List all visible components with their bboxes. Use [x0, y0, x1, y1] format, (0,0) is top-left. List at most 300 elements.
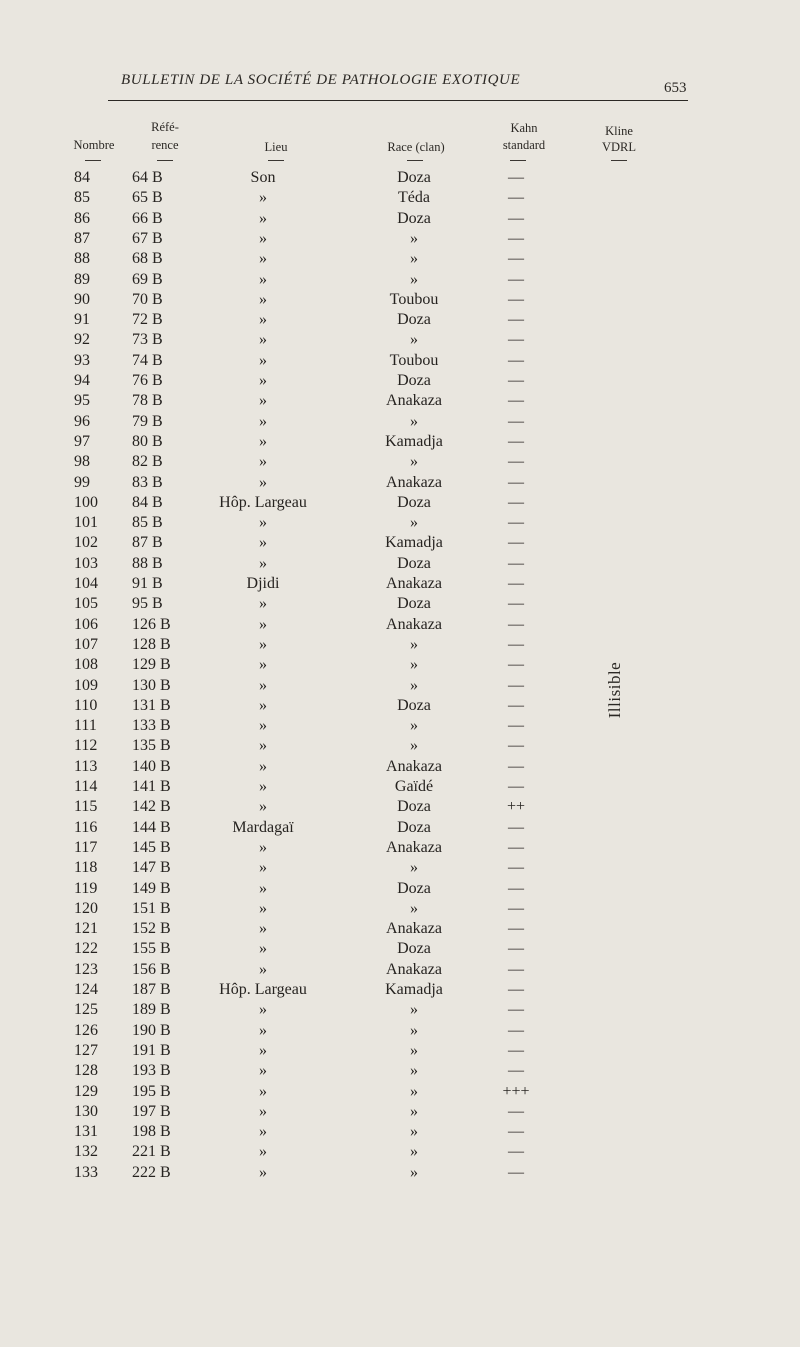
table-row	[0, 1082, 800, 1102]
kline-illisible-label: Illisible	[605, 661, 624, 719]
cell-race: »	[410, 635, 418, 653]
table-row	[0, 594, 800, 614]
cell-reference: 140 B	[132, 757, 171, 775]
cell-race: »	[410, 1143, 418, 1161]
cell-reference: 128 B	[132, 635, 171, 653]
table-row	[0, 757, 800, 777]
cell-lieu: »	[259, 940, 267, 958]
cell-kahn: —	[508, 1062, 524, 1080]
cell-kahn: —	[508, 1163, 524, 1181]
cell-reference: 73 B	[132, 331, 163, 349]
table-row	[0, 493, 800, 513]
cell-kahn: —	[508, 473, 524, 491]
cell-nombre: 104	[74, 575, 98, 592]
cell-reference: 141 B	[132, 778, 171, 795]
cell-race: Anakaza	[386, 838, 442, 856]
cell-reference: 91 B	[132, 575, 163, 592]
table-row	[0, 270, 800, 290]
cell-reference: 190 B	[132, 1021, 171, 1039]
cell-nombre: 105	[74, 595, 98, 613]
cell-reference: 64 B	[132, 169, 163, 186]
cell-nombre: 97	[74, 432, 90, 450]
cell-lieu: »	[259, 392, 267, 410]
cell-kahn: —	[508, 331, 524, 349]
table-row	[0, 391, 800, 411]
table-row	[0, 1041, 800, 1061]
table-row	[0, 473, 800, 493]
cell-nombre: 90	[74, 290, 90, 308]
cell-lieu: »	[259, 270, 267, 288]
cell-kahn: —	[508, 372, 524, 389]
cell-race: Kamadja	[385, 432, 443, 450]
table-row	[0, 838, 800, 858]
cell-kahn: —	[508, 656, 524, 674]
column-header-reference-line2: rence	[151, 138, 179, 152]
cell-nombre: 96	[74, 412, 90, 430]
cell-race: »	[410, 1021, 418, 1039]
table-row	[0, 1163, 800, 1183]
page-number: 653	[664, 80, 687, 96]
table-row	[0, 290, 800, 310]
column-header-kahn-line2: standard	[502, 138, 546, 152]
cell-lieu: »	[259, 209, 267, 227]
cell-race: Anakaza	[386, 473, 442, 491]
cell-reference: 222 B	[132, 1163, 171, 1181]
cell-race: Anakaza	[386, 575, 442, 592]
header-dash-reference	[157, 160, 173, 161]
cell-kahn: —	[508, 696, 524, 714]
cell-lieu: »	[259, 778, 267, 795]
cell-kahn: —	[508, 635, 524, 653]
cell-lieu: »	[259, 717, 267, 735]
cell-reference: 155 B	[132, 940, 171, 958]
column-header-nombre: Nombre	[73, 138, 115, 152]
column-header-lieu: Lieu	[264, 140, 288, 154]
cell-kahn: —	[508, 1123, 524, 1141]
cell-lieu: »	[259, 1163, 267, 1181]
cell-kahn: —	[508, 981, 524, 998]
cell-nombre: 100	[74, 493, 98, 511]
table-row	[0, 777, 800, 797]
cell-nombre: 88	[74, 250, 90, 268]
cell-race: Anakaza	[386, 615, 442, 633]
cell-nombre: 130	[74, 1102, 98, 1120]
cell-nombre: 117	[74, 838, 98, 856]
cell-race: Doza	[397, 372, 431, 389]
cell-reference: 221 B	[132, 1143, 171, 1161]
header-dash-kahn	[510, 160, 526, 161]
table-row	[0, 1061, 800, 1081]
cell-nombre: 118	[74, 859, 98, 877]
table-row	[0, 574, 800, 594]
table-row	[0, 676, 800, 696]
cell-kahn: —	[508, 717, 524, 735]
table-row	[0, 209, 800, 229]
cell-race: »	[410, 1082, 418, 1100]
cell-reference: 197 B	[132, 1102, 171, 1120]
cell-nombre: 113	[74, 757, 98, 775]
cell-lieu: »	[259, 311, 267, 329]
cell-race: »	[410, 859, 418, 877]
cell-lieu: »	[259, 1041, 267, 1059]
cell-kahn: —	[508, 351, 524, 369]
table-row	[0, 452, 800, 472]
cell-nombre: 119	[74, 879, 98, 897]
cell-reference: 95 B	[132, 595, 163, 613]
column-header-kline-line1: Kline	[605, 124, 633, 138]
cell-nombre: 126	[74, 1021, 98, 1039]
cell-nombre: 106	[74, 615, 98, 633]
cell-lieu: »	[259, 412, 267, 430]
cell-kahn: —	[508, 778, 524, 795]
cell-nombre: 102	[74, 534, 98, 552]
cell-race: »	[410, 412, 418, 430]
cell-lieu: Djidi	[246, 575, 280, 592]
cell-reference: 187 B	[132, 981, 171, 998]
cell-nombre: 92	[74, 331, 90, 349]
cell-nombre: 121	[74, 920, 98, 938]
cell-nombre: 91	[74, 311, 90, 329]
cell-reference: 151 B	[132, 899, 171, 917]
cell-nombre: 128	[74, 1062, 98, 1080]
cell-kahn: —	[508, 229, 524, 247]
cell-race: Doza	[397, 940, 431, 958]
cell-race: Doza	[397, 554, 431, 572]
cell-lieu: »	[259, 757, 267, 775]
table-row	[0, 554, 800, 574]
cell-race: »	[410, 1062, 418, 1080]
cell-kahn: —	[508, 169, 524, 186]
column-header-race: Race (clan)	[387, 140, 445, 154]
cell-kahn: —	[508, 1143, 524, 1161]
cell-lieu: »	[259, 1001, 267, 1019]
cell-race: Kamadja	[385, 981, 443, 998]
table-row	[0, 1021, 800, 1041]
cell-nombre: 93	[74, 351, 90, 369]
header-dash-nombre	[85, 160, 101, 161]
cell-nombre: 98	[74, 453, 90, 471]
cell-kahn: —	[508, 493, 524, 511]
cell-nombre: 132	[74, 1143, 98, 1161]
table-row	[0, 818, 800, 838]
cell-lieu: »	[259, 1123, 267, 1141]
cell-lieu: Son	[250, 169, 276, 186]
cell-nombre: 131	[74, 1123, 98, 1141]
cell-kahn: —	[508, 838, 524, 856]
cell-reference: 76 B	[132, 372, 163, 389]
cell-nombre: 101	[74, 514, 98, 532]
cell-reference: 72 B	[132, 311, 163, 329]
cell-kahn: —	[508, 290, 524, 308]
cell-reference: 135 B	[132, 737, 171, 755]
cell-lieu: »	[259, 798, 267, 816]
cell-kahn: —	[508, 859, 524, 877]
cell-reference: 79 B	[132, 412, 163, 430]
cell-kahn: —	[508, 189, 524, 207]
cell-reference: 78 B	[132, 392, 163, 410]
table-row	[0, 615, 800, 635]
cell-race: »	[410, 453, 418, 471]
cell-lieu: »	[259, 1062, 267, 1080]
cell-kahn: —	[508, 920, 524, 938]
cell-reference: 131 B	[132, 696, 171, 714]
cell-race: »	[410, 737, 418, 755]
cell-nombre: 127	[74, 1041, 98, 1059]
cell-kahn: +++	[502, 1082, 530, 1100]
cell-reference: 85 B	[132, 514, 163, 532]
cell-reference: 145 B	[132, 838, 171, 856]
cell-race: »	[410, 1041, 418, 1059]
cell-race: Doza	[397, 311, 431, 329]
cell-lieu: »	[259, 879, 267, 897]
cell-lieu: »	[259, 473, 267, 491]
cell-nombre: 116	[74, 818, 98, 836]
table-row	[0, 533, 800, 553]
table-row	[0, 980, 800, 1000]
cell-reference: 130 B	[132, 676, 171, 694]
cell-lieu: »	[259, 615, 267, 633]
cell-lieu: »	[259, 432, 267, 450]
cell-lieu: »	[259, 920, 267, 938]
table-row	[0, 371, 800, 391]
cell-race: »	[410, 676, 418, 694]
cell-reference: 144 B	[132, 818, 171, 836]
table-row	[0, 432, 800, 452]
table-row	[0, 960, 800, 980]
cell-lieu: Hôp. Largeau	[219, 493, 307, 511]
cell-lieu: »	[259, 696, 267, 714]
header-dash-lieu	[268, 160, 284, 161]
cell-lieu: »	[259, 554, 267, 572]
cell-reference: 156 B	[132, 960, 171, 978]
cell-kahn: ++	[506, 798, 526, 816]
cell-race: Anakaza	[386, 392, 442, 410]
cell-race: Doza	[397, 798, 431, 816]
table-row	[0, 168, 800, 188]
cell-race: Toubou	[389, 351, 439, 369]
cell-race: »	[410, 1123, 418, 1141]
cell-nombre: 107	[74, 635, 98, 653]
cell-race: »	[410, 717, 418, 735]
table-row	[0, 939, 800, 959]
cell-nombre: 122	[74, 940, 98, 958]
cell-race: Doza	[397, 879, 431, 897]
cell-reference: 191 B	[132, 1041, 171, 1059]
cell-reference: 66 B	[132, 209, 163, 227]
cell-lieu: »	[259, 372, 267, 389]
cell-race: Doza	[397, 493, 431, 511]
cell-reference: 198 B	[132, 1123, 171, 1141]
cell-lieu: »	[259, 229, 267, 247]
cell-reference: 70 B	[132, 290, 163, 308]
cell-race: »	[410, 250, 418, 268]
cell-nombre: 120	[74, 899, 98, 917]
table-row	[0, 696, 800, 716]
cell-lieu: »	[259, 595, 267, 613]
cell-race: Téda	[398, 189, 430, 207]
cell-nombre: 111	[74, 717, 97, 735]
cell-nombre: 103	[74, 554, 98, 572]
table-row	[0, 899, 800, 919]
cell-nombre: 133	[74, 1163, 98, 1181]
cell-reference: 67 B	[132, 229, 163, 247]
cell-race: »	[410, 1001, 418, 1019]
cell-nombre: 95	[74, 392, 90, 410]
cell-nombre: 110	[74, 696, 98, 714]
cell-reference: 149 B	[132, 879, 171, 897]
cell-lieu: »	[259, 676, 267, 694]
cell-lieu: »	[259, 960, 267, 978]
cell-reference: 74 B	[132, 351, 163, 369]
table-row	[0, 797, 800, 817]
cell-nombre: 99	[74, 473, 90, 491]
cell-race: Anakaza	[386, 920, 442, 938]
table-row	[0, 351, 800, 371]
cell-race: Doza	[397, 818, 431, 836]
cell-race: Doza	[397, 696, 431, 714]
cell-lieu: »	[259, 331, 267, 349]
cell-reference: 152 B	[132, 920, 171, 938]
cell-kahn: —	[508, 514, 524, 532]
cell-kahn: —	[508, 595, 524, 613]
cell-race: »	[410, 1163, 418, 1181]
header-dash-kline	[611, 160, 627, 161]
cell-nombre: 115	[74, 798, 98, 816]
cell-kahn: —	[508, 818, 524, 836]
table-row	[0, 310, 800, 330]
cell-reference: 147 B	[132, 859, 171, 877]
cell-race: Doza	[397, 169, 431, 186]
cell-race: Kamadja	[385, 534, 443, 552]
table-row	[0, 858, 800, 878]
cell-race: »	[410, 1102, 418, 1120]
cell-nombre: 123	[74, 960, 98, 978]
cell-lieu: »	[259, 514, 267, 532]
cell-lieu: »	[259, 290, 267, 308]
cell-reference: 195 B	[132, 1082, 171, 1100]
header-rule	[108, 100, 688, 101]
cell-lieu: »	[259, 1143, 267, 1161]
cell-lieu: »	[259, 1082, 267, 1100]
cell-race: Anakaza	[386, 960, 442, 978]
cell-kahn: —	[508, 1102, 524, 1120]
cell-kahn: —	[508, 412, 524, 430]
table-row	[0, 188, 800, 208]
cell-reference: 193 B	[132, 1062, 171, 1080]
cell-nombre: 87	[74, 229, 90, 247]
table-row	[0, 1102, 800, 1122]
cell-lieu: Mardagaï	[232, 818, 294, 836]
cell-reference: 65 B	[132, 189, 163, 207]
cell-lieu: »	[259, 656, 267, 674]
cell-kahn: —	[508, 1021, 524, 1039]
cell-kahn: —	[508, 940, 524, 958]
running-title: BULLETIN DE LA SOCIÉTÉ DE PATHOLOGIE EXOTIQUE	[121, 72, 521, 88]
cell-race: »	[410, 331, 418, 349]
cell-kahn: —	[508, 270, 524, 288]
cell-kahn: —	[508, 392, 524, 410]
table-row	[0, 1000, 800, 1020]
cell-kahn: —	[508, 1041, 524, 1059]
cell-nombre: 125	[74, 1001, 98, 1019]
cell-race: »	[410, 899, 418, 917]
cell-lieu: »	[259, 189, 267, 207]
cell-kahn: —	[508, 554, 524, 572]
cell-reference: 189 B	[132, 1001, 171, 1019]
table-row	[0, 1122, 800, 1142]
cell-nombre: 86	[74, 209, 90, 227]
cell-race: Gaïdé	[394, 778, 434, 795]
cell-nombre: 112	[74, 737, 98, 755]
cell-kahn: —	[508, 250, 524, 268]
cell-nombre: 129	[74, 1082, 98, 1100]
cell-kahn: —	[508, 737, 524, 755]
cell-lieu: »	[259, 737, 267, 755]
table-row	[0, 1142, 800, 1162]
column-header-kahn-line1: Kahn	[510, 121, 538, 135]
cell-race: Doza	[397, 595, 431, 613]
cell-lieu: »	[259, 899, 267, 917]
cell-nombre: 108	[74, 656, 98, 674]
cell-race: Doza	[397, 209, 431, 227]
cell-lieu: »	[259, 453, 267, 471]
cell-lieu: »	[259, 1102, 267, 1120]
cell-reference: 88 B	[132, 554, 163, 572]
cell-lieu: »	[259, 838, 267, 856]
cell-kahn: —	[508, 1001, 524, 1019]
table-row	[0, 655, 800, 675]
cell-kahn: —	[508, 311, 524, 329]
column-header-kline-line2: VDRL	[601, 140, 637, 154]
table-row	[0, 716, 800, 736]
cell-reference: 83 B	[132, 473, 163, 491]
cell-race: »	[410, 514, 418, 532]
cell-lieu: »	[259, 1021, 267, 1039]
cell-kahn: —	[508, 879, 524, 897]
cell-lieu: »	[259, 351, 267, 369]
table-row	[0, 919, 800, 939]
cell-lieu: Hôp. Largeau	[219, 981, 307, 998]
cell-reference: 126 B	[132, 615, 171, 633]
cell-lieu: »	[259, 250, 267, 268]
cell-kahn: —	[508, 615, 524, 633]
cell-reference: 82 B	[132, 453, 163, 471]
cell-race: Anakaza	[386, 757, 442, 775]
cell-race: »	[410, 656, 418, 674]
cell-nombre: 89	[74, 270, 90, 288]
cell-kahn: —	[508, 432, 524, 450]
cell-reference: 69 B	[132, 270, 163, 288]
cell-reference: 84 B	[132, 493, 163, 511]
cell-race: Toubou	[389, 290, 439, 308]
cell-reference: 129 B	[132, 656, 171, 674]
cell-reference: 142 B	[132, 798, 171, 816]
cell-reference: 133 B	[132, 717, 171, 735]
table-row	[0, 330, 800, 350]
header-dash-race	[407, 160, 423, 161]
table-row	[0, 412, 800, 432]
cell-kahn: —	[508, 209, 524, 227]
cell-nombre: 84	[74, 169, 90, 186]
cell-kahn: —	[508, 757, 524, 775]
cell-race: »	[410, 229, 418, 247]
cell-kahn: —	[508, 899, 524, 917]
cell-lieu: »	[259, 859, 267, 877]
cell-nombre: 114	[74, 778, 98, 795]
cell-race: »	[410, 270, 418, 288]
cell-nombre: 124	[74, 981, 98, 998]
cell-lieu: »	[259, 534, 267, 552]
